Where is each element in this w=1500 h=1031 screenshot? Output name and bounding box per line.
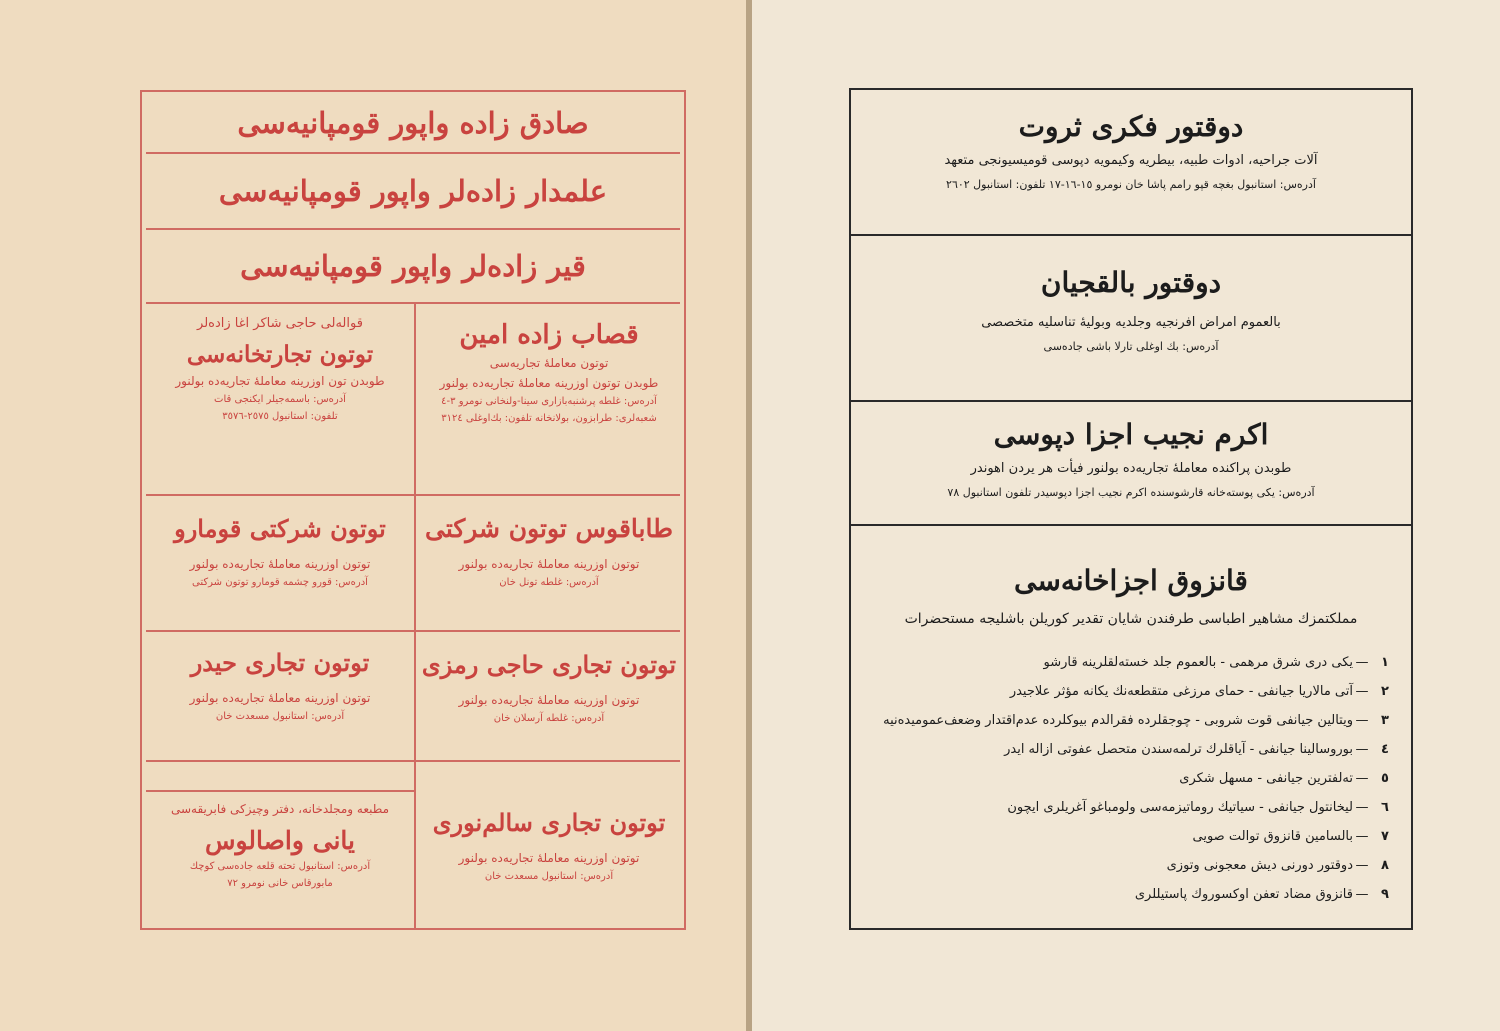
- ad-address: آدره‌س: استانبول بغچه قپو رامم پاشا خان نومرو ١٥-١٦-١٧ تلفون: استانبول ٢٦٠٢: [946, 178, 1316, 191]
- dash-separator: —: [1355, 829, 1369, 844]
- left-ad-frame: [140, 90, 686, 930]
- list-item: [859, 822, 1399, 851]
- item-number: ١: [1381, 655, 1389, 670]
- ad-address: آدره‌س: استانبول مسعدت خان: [484, 871, 614, 882]
- ad-tabakos: [418, 514, 680, 626]
- item-number: ٩: [1381, 887, 1389, 902]
- ad-description: طوبدن تون اوزرينه معامله‌ٔ تجاريه‌ده بولنور: [175, 374, 385, 388]
- item-text: بالسامين قانزوق توالت صويى: [1192, 829, 1353, 844]
- ad-address: آدره‌س: استانبول تحته قلعه جاده‌سى كوچك: [189, 861, 371, 872]
- row-divider: [146, 790, 414, 792]
- ad-kanzuk-header: [851, 526, 1411, 642]
- ad-address: مابورقاس خانى نومرو ٧٢: [227, 878, 333, 889]
- ad-title: قير زاده‌لر واپور قومپانيه‌سى: [240, 249, 586, 283]
- ad-phone: تلفون: استانبول ٢٥٧٥-٣٥٧٦: [222, 411, 338, 422]
- item-text: بوروسالينا جيانفى - آياقلرك ترلمه‌سندن متحصل عفوتى ازاله ايدر: [1004, 742, 1353, 757]
- dash-separator: —: [1355, 858, 1369, 873]
- item-number: ٧: [1381, 829, 1389, 844]
- ad-description: توتون اوزرينه معامله‌ٔ تجاريه‌ده بولنور: [458, 851, 640, 865]
- row-divider: [146, 630, 680, 632]
- ad-address: شعبه‌لرى: طرابزون، بولانخانه تلفون: بك‌اوغلى ٣١٢٤: [441, 413, 657, 424]
- ad-doktor-fikri-servet: [851, 90, 1411, 236]
- ad-description: مملكتمزك مشاهير اطباسى طرفندن شايان تقدير كوريلن باشليجه مستحضرات: [904, 611, 1358, 627]
- item-number: ٢: [1381, 684, 1389, 699]
- item-text: دوقتور دورنى دیش معجونى وتوزى: [1166, 858, 1353, 873]
- dash-separator: —: [1355, 800, 1369, 815]
- ad-sadik-zade: [146, 94, 680, 154]
- ad-address: آدره‌س: غلطه پرشنبه‌بازارى سينا-ولنخانى نومرو ٣-٤: [441, 396, 657, 407]
- item-number: ٣: [1381, 713, 1389, 728]
- ad-title: توتون تجارى حاجى رمزى: [421, 650, 677, 679]
- row-divider: [146, 494, 680, 496]
- item-text: ليخانتول جيانفى - سياتيك روماتيزمه‌سى ولومباغو آغريلرى ايچون: [1007, 800, 1353, 815]
- list-item: [859, 880, 1399, 909]
- list-item: [859, 735, 1399, 764]
- item-number: ٥: [1381, 771, 1389, 786]
- ad-description: طوبدن پراكنده معامله‌ٔ تجاريه‌ده بولنور فيأت هر يردن اهوندر: [970, 461, 1292, 476]
- ad-description: آلات جراحيه، ادوات طبيه، بيطريه وكيمويه دپوسى قوميسيونجى متعهد: [944, 153, 1318, 168]
- ad-salim-nuri: [418, 808, 680, 928]
- item-text: آتى مالاريا جيانفى - حماى مرزغى متقطعه‌نك يكانه مؤثر علاجيدر: [1009, 684, 1353, 699]
- dash-separator: —: [1355, 887, 1369, 902]
- ad-title: قصاب زاده امين: [459, 320, 639, 350]
- ad-kavalali-haci-sakir: [146, 316, 414, 492]
- row-divider: [146, 760, 680, 762]
- ad-subtitle: توتون معامله‌ٔ تجاريه‌سى: [489, 356, 609, 370]
- ad-description: طوبدن توتون اوزرينه معامله‌ٔ تجاريه‌ده بولنور: [439, 376, 659, 390]
- list-item: [859, 648, 1399, 677]
- ad-title: دوقتور فكرى ثروت: [1018, 110, 1244, 143]
- ad-title: توتون تجارتخانه‌سى: [186, 341, 374, 368]
- ad-description: بالعموم امراض افرنجيه وجلديه وبوليهٔ تناسليه متخصصى: [981, 315, 1281, 330]
- ad-kassab-zade: [418, 320, 680, 490]
- item-number: ٤: [1381, 742, 1389, 757]
- ad-address: آدره‌س: غلطه تونل خان: [499, 577, 599, 588]
- item-text: يكى درى شرق مرهمى - بالعموم جلد خسته‌لقلرينه قارشو: [1043, 655, 1353, 670]
- ad-title: توتون شركتى قومارو: [174, 514, 386, 543]
- ad-address: آدره‌س: يكى پوسته‌خانه قارشوسنده اكرم نجيب اجزا دپوسيدر تلفون استانبول ٧٨: [947, 486, 1315, 499]
- ad-kir-zade: [146, 230, 680, 304]
- right-ad-frame: [849, 88, 1413, 930]
- list-item: [859, 764, 1399, 793]
- dash-separator: —: [1355, 771, 1369, 786]
- ad-description: توتون اوزرينه معامله‌ٔ تجاريه‌ده بولنور: [458, 557, 640, 571]
- ad-heading: قواله‌لى حاجى شاكر آغا زاده‌لر: [197, 316, 363, 331]
- ad-address: آدره‌س: استانبول مسعدت خان: [215, 711, 345, 722]
- ad-haydar: [146, 648, 414, 760]
- product-list: [859, 648, 1399, 909]
- ad-ekrem-necib: [851, 402, 1411, 526]
- dash-separator: —: [1355, 684, 1369, 699]
- ad-alemdar-zade: [146, 154, 680, 230]
- ad-title: توتون تجارى سالم‌نورى: [432, 808, 666, 837]
- ad-doktor-balikciyan: [851, 236, 1411, 402]
- ad-title: توتون تجارى حيدر: [190, 648, 370, 677]
- item-number: ٨: [1381, 858, 1389, 873]
- ad-description: توتون اوزرينه معامله‌ٔ تجاريه‌ده بولنور: [189, 691, 371, 705]
- right-page: [752, 0, 1500, 1031]
- left-page: [0, 0, 748, 1031]
- list-item: [859, 677, 1399, 706]
- ad-address: آدره‌س: باسمه‌جيلر ايكنجى قات: [214, 394, 346, 405]
- item-text: ويتالين جيانفى قوت شروبى - چوجقلرده فقرالدم بيوكلرده عدم‌اقتدار وضعف‌عموميده‌نيه: [883, 713, 1353, 728]
- dash-separator: —: [1355, 655, 1369, 670]
- ad-heading: مطبعه ومجلدخانه، دفتر وچيزكى فابريقه‌سى: [170, 802, 390, 816]
- dash-separator: —: [1355, 713, 1369, 728]
- dash-separator: —: [1355, 742, 1369, 757]
- ad-address: آدره‌س: بك اوغلى تارلا باشى جاده‌سى: [1043, 340, 1219, 353]
- ad-title: دوقتور بالقجيان: [1040, 266, 1222, 299]
- list-item: [859, 851, 1399, 880]
- ad-title: طاباقوس توتون شركتى: [424, 514, 673, 543]
- list-item: [859, 793, 1399, 822]
- ad-description: توتون اوزرينه معامله‌ٔ تجاريه‌ده بولنور: [189, 557, 371, 571]
- ad-haci-remzi: [418, 650, 680, 758]
- ad-title: يانى واصالوس: [205, 826, 355, 855]
- item-number: ٦: [1381, 800, 1389, 815]
- ad-address: آدره‌س: قورو چشمه قومارو توتون شركتى: [192, 577, 368, 588]
- item-text: تەلفترين جيانفى - مسهل شكرى: [1179, 771, 1353, 786]
- ad-address: آدره‌س: غلطه آرسلان خان: [493, 713, 605, 724]
- column-divider: [414, 304, 416, 928]
- ad-description: توتون اوزرينه معامله‌ٔ تجاريه‌ده بولنور: [458, 693, 640, 707]
- ad-title: صادق زاده واپور قومپانيه‌سى: [237, 106, 589, 140]
- ad-komaro: [146, 514, 414, 626]
- ad-title: قانزوق اجزاخانه‌سى: [1014, 564, 1248, 597]
- ad-title: اكرم نجيب اجزا دپوسى: [993, 418, 1269, 451]
- list-item: [859, 706, 1399, 735]
- ad-yani-vasalos: [146, 802, 414, 928]
- item-text: قانزوق مضاد تعفن اوكسوروك پاستيللرى: [1134, 887, 1353, 902]
- ad-title: علمدار زاده‌لر واپور قومپانيه‌سى: [218, 174, 608, 208]
